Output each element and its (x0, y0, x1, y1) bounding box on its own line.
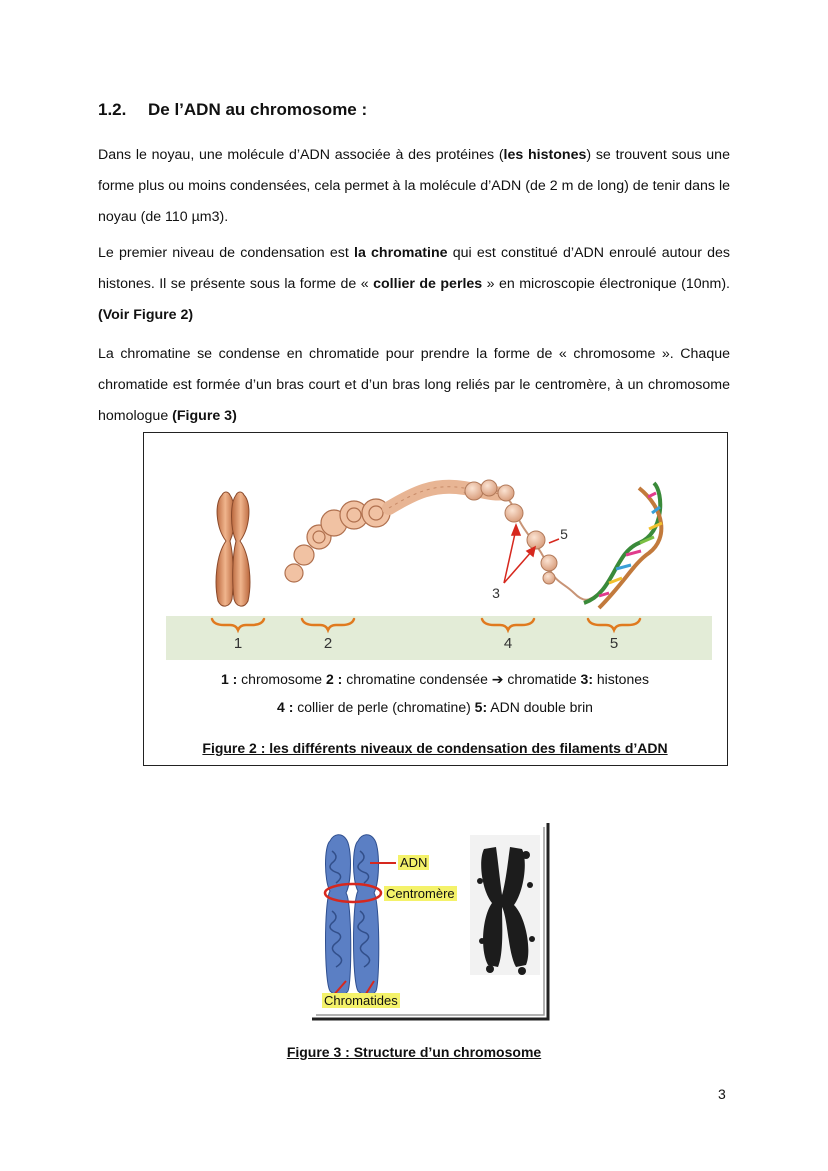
page-number: 3 (718, 1086, 726, 1102)
legend-key: 5: (474, 699, 488, 715)
legend-key: 2 : (325, 671, 343, 687)
label-centromere-text: Centromère (386, 886, 455, 901)
bold-histones: les histones (503, 147, 587, 163)
figure-3 (312, 821, 550, 1021)
figure2-legend-line2 (144, 699, 726, 715)
label-1: 1 (233, 635, 243, 652)
legend-text: histones (593, 671, 650, 687)
legend-text: chromosome (237, 671, 326, 687)
dna-helix-shape (584, 483, 662, 608)
figure3-caption: Figure 3 : Structure d’un chromosome (286, 1044, 542, 1060)
label-5-top: 5 (560, 526, 568, 542)
label-centromere (384, 886, 457, 902)
legend-key: 4 : (277, 699, 294, 715)
section-number: 1.2. (98, 100, 127, 119)
text-run: La chromatine se condense en chromatide pour prendre la forme de « chromosome ». Chaque chromatide est formée d’un bras court et d’un bras long reliés par le centromère, à un chromosome homologue (98, 346, 730, 424)
paragraph-chromatine (98, 238, 730, 331)
label-3: 3 (492, 585, 500, 601)
text-run: qui est constitué d’ADN enroulé autour des histones. Il se présente sous la forme de « (98, 245, 730, 292)
legend-text: ADN double brin (487, 699, 593, 715)
chromosome-shape (216, 492, 250, 606)
bold-voir-figure2: (Voir Figure 2) (98, 307, 194, 323)
legend-text: collier de perle (chromatine) (293, 699, 475, 715)
paragraph-noyau (98, 140, 730, 233)
text-run: » en microscopie électronique (10nm). (482, 276, 730, 292)
label-4: 4 (503, 635, 513, 652)
bold-collier: collier de perles (373, 276, 483, 292)
legend-key: 3: (580, 671, 593, 687)
condensation-illustration (144, 433, 726, 665)
chromosome-structure-illustration (312, 821, 550, 1021)
text-run: ) se trouvent sous une forme plus ou moins condensées, cela permet à la molécule d’ADN (de 2 m de long) de tenir dans le noyau (de 110 µm3). (98, 147, 730, 225)
figure2-caption: Figure 2 : les différents niveaux de condensation des filaments d’ADN (202, 740, 668, 756)
label-2: 2 (323, 635, 333, 652)
label-5: 5 (609, 635, 619, 652)
legend-text: chromatine condensée (342, 671, 492, 687)
figure-2-box (143, 432, 728, 766)
condensed-chromatin-shape (285, 499, 390, 582)
label-adn (398, 855, 429, 871)
label-chromatides (322, 993, 400, 1009)
chromatids-shape (326, 835, 379, 996)
bold-chromatine: la chromatine (354, 245, 448, 261)
label-chromatides-text: Chromatides (324, 993, 398, 1008)
text-run: Dans le noyau, une molécule d’ADN associée à des protéines ( (98, 147, 504, 163)
bold-figure3-ref: (Figure 3) (172, 408, 237, 424)
arrow-right-icon: ➔ (491, 671, 504, 687)
legend-text: chromatide (503, 671, 581, 687)
label-adn-text: ADN (400, 855, 428, 870)
figure2-legend-line1 (144, 671, 726, 688)
section-heading (98, 100, 367, 120)
section-title: De l’ADN au chromosome : (148, 100, 368, 119)
braces (212, 619, 640, 630)
text-run: Le premier niveau de condensation est (98, 245, 354, 261)
paragraph-chromatide (98, 339, 730, 432)
legend-key: 1 : (220, 671, 238, 687)
